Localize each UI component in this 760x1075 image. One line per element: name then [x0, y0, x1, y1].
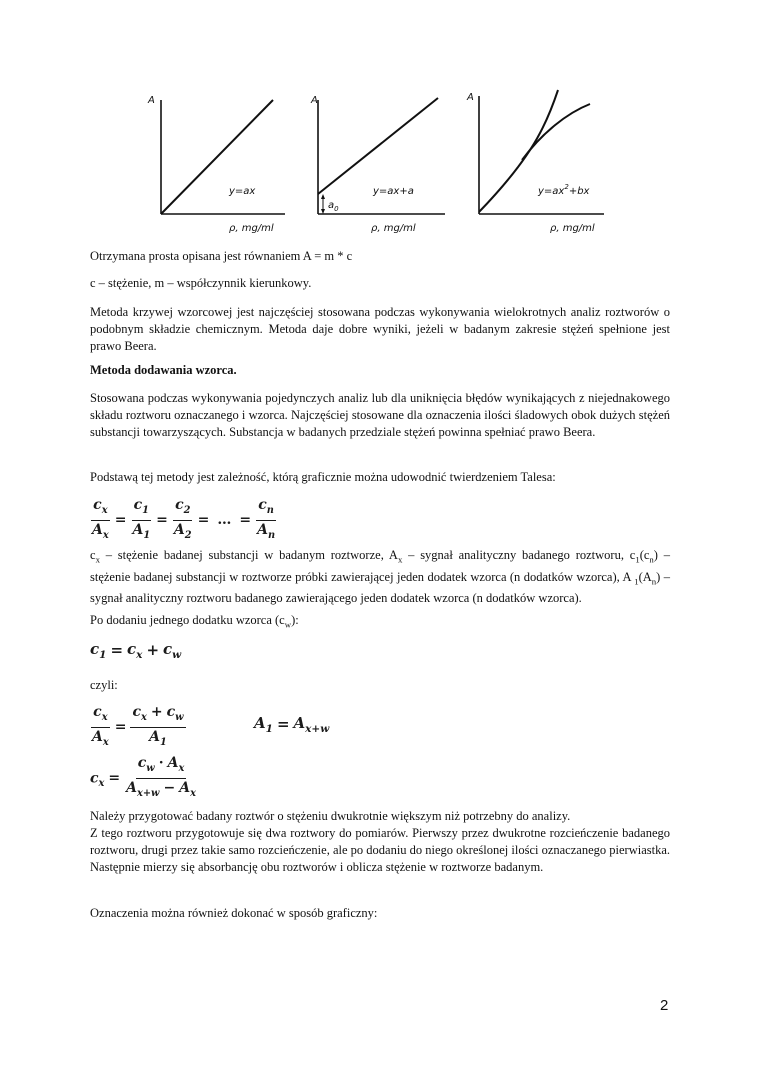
- graph1-x-axis-label: ρ, mg/ml: [229, 223, 274, 234]
- sum-equation: $c_1 = c_x + c_w$: [90, 640, 182, 661]
- graph2-axis-label: A: [311, 95, 318, 106]
- graph2-intercept-a: a: [328, 200, 335, 211]
- graph-linear-intercept: [303, 88, 453, 243]
- page-number: 2: [660, 997, 669, 1014]
- graphical-method-line: Oznaczenia można również dokonać w sposób graficzny:: [90, 906, 378, 920]
- graph1-axis-label: A: [148, 95, 155, 106]
- definitions-paragraph: $c_x$ – stężenie badanej substancji w badanym roztworze, $A_x$ – sygnał analityczny badanego roztworu, $c_1(c_n)$ – stężenie badanej substancji w roztworze próbki zawierającej jeden dodatek wzorca (n dodatków wzorca), A $_1(A_n)$ – sygnał analityczny roztworu badanego zawierającego jeden dodatek wzorca (n dodatków wzorca).: [90, 548, 670, 605]
- preparation-paragraph: Z tego roztworu przygotowuje się dwa roztwory do pomiarów. Pierwszy przez dwukrotne rozcieńczenie badanego roztworu, drugi przez takie samo rozcieńczenie, ale po dodaniu do niego określonej ilości oznaczanego pierwiastka. Następnie mierzy się absorbancję obu roztworów i oblicza stężenie w roztworze badanym.: [90, 826, 670, 874]
- graph2-intercept-label: [328, 200, 339, 213]
- preparation-line: Należy przygotować badany roztwór o stężeniu dwukrotnie większym niż potrzebny do analizy.: [90, 809, 571, 823]
- fraction-n: $\frac{c_n}{A_n}$: [257, 497, 276, 541]
- graph2-intercept-sub: 0: [334, 205, 339, 213]
- fraction-2: $\frac{c_2}{A_2}$: [173, 497, 192, 541]
- calibration-curve-paragraph: Metoda krzywej wzorcowej jest najczęściej stosowana podczas wykonywania wielokrotnych analiz roztworów o podobnym składzie chemicznym. Metoda daje dobre wyniki, jeżeli w badanym zakresie stężeń spełnione jest prawo Beera.: [90, 305, 670, 353]
- ratio-equation: $\frac{c_x}{A_x}$ = $\frac{c_1}{A_1}$ = $\frac{c_2}{A_2}$ = … = $\frac{c_n}{A_n}$: [90, 497, 277, 544]
- graph3-eq-tail: +bx: [568, 186, 590, 197]
- variables-description: c – stężenie, m – współczynnik kierunkowy.: [90, 276, 312, 290]
- standard-addition-paragraph: Stosowana podczas wykonywania pojedynczych analiz lub dla uniknięcia błędów wynikających z niejednakowego składu roztworu oznaczanego i wzorca. Najczęściej stosowane dla oznaczenia ilości śladowych obok dużych stężeń substancji towarzyszących. Substancja w badanych przedziale stężeń powinna spełniać prawo Beera.: [90, 391, 670, 439]
- graph1-equation: y=ax: [229, 186, 256, 197]
- graph2-equation: y=ax+a: [373, 186, 414, 197]
- fraction-1: $\frac{c_1}{A_1}$: [132, 497, 151, 541]
- graph3-eq-exp: 2: [564, 183, 569, 191]
- czyli-label: czyli:: [90, 678, 118, 692]
- graph3-axis-label: A: [467, 92, 474, 103]
- thales-paragraph: Podstawą tej metody jest zależność, którą graficznie można udowodnić twierdzeniem Talesa:: [90, 470, 556, 484]
- signal-equation: $A_1 = A_{x+w}$: [254, 714, 330, 735]
- fraction-x: $\frac{c_x}{A_x}$: [92, 497, 109, 541]
- graph2-x-axis-label: ρ, mg/ml: [371, 223, 416, 234]
- proportion-equation: $\frac{c_x}{A_x}$ = $\frac{c_x + c_w}{A_1}$: [92, 704, 184, 748]
- graph3-eq-base: y=ax: [538, 186, 565, 197]
- after-addition-line: Po dodaniu jednego dodatku wzorca $(c_w)$:: [90, 613, 299, 630]
- equation-description: Otrzymana prosta opisana jest równaniem A = m * c: [90, 249, 353, 263]
- graph3-x-axis-label: ρ, mg/ml: [550, 223, 595, 234]
- concentration-formula: $c_x$ = $\frac{c_w \cdot A_x}{A_{x+w} - A_x}$: [90, 755, 196, 799]
- graph-quadratic: [462, 88, 612, 243]
- graph3-equation: [537, 183, 590, 197]
- graph-linear: [143, 88, 293, 243]
- section-heading: Metoda dodawania wzorca.: [90, 363, 237, 377]
- ellipsis: …: [217, 512, 232, 529]
